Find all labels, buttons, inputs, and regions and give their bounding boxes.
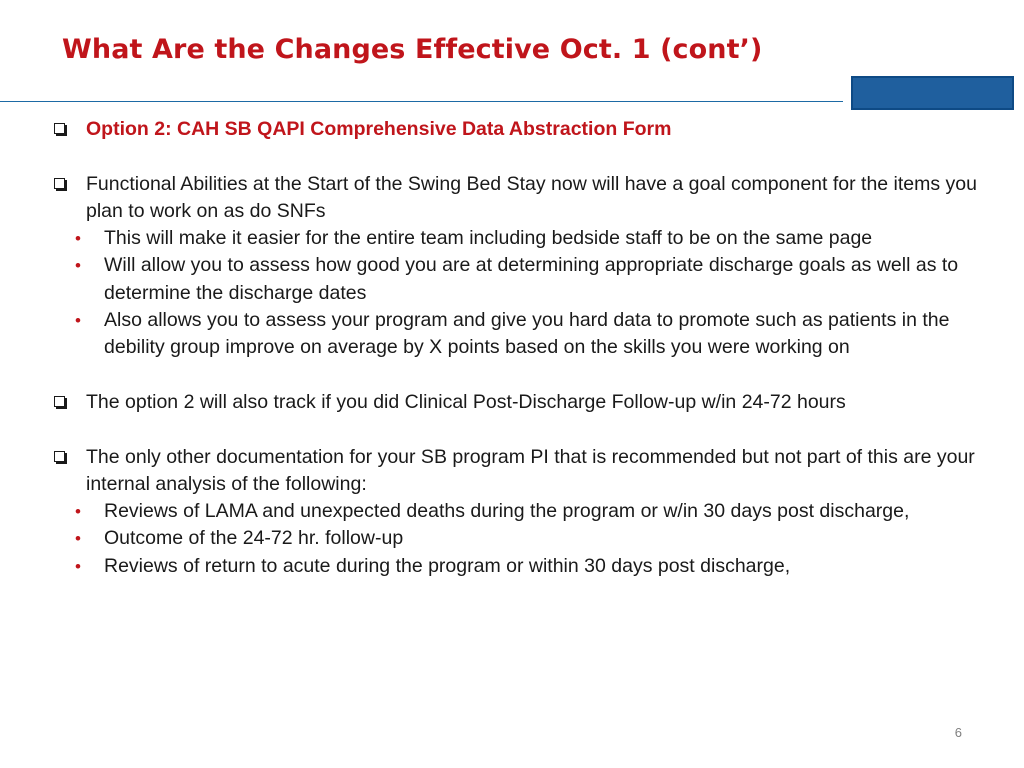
sub-item bbox=[54, 225, 989, 252]
bullet-dot-icon: • bbox=[75, 229, 81, 249]
sub-item bbox=[54, 252, 989, 307]
bullet-dot-icon: • bbox=[75, 311, 81, 331]
sub-item bbox=[54, 553, 989, 580]
checkbox-bullet-icon bbox=[54, 451, 65, 462]
sub-item-text: Will allow you to assess how good you are at determining appropriate discharge goals as well as to determine the discharge dates bbox=[104, 254, 959, 304]
list-item bbox=[54, 389, 989, 416]
item-text: The option 2 will also track if you did Clinical Post-Discharge Follow-up w/in 24-72 hours bbox=[86, 390, 846, 413]
header-accent-box bbox=[851, 76, 1014, 110]
checkbox-bullet-icon bbox=[54, 123, 65, 134]
bullet-dot-icon: • bbox=[75, 556, 81, 576]
bullet-dot-icon: • bbox=[75, 529, 81, 549]
sub-list bbox=[54, 225, 989, 361]
list-item bbox=[54, 116, 989, 143]
sub-item-text: Outcome of the 24-72 hr. follow-up bbox=[104, 527, 404, 550]
sub-item-text: Reviews of return to acute during the program or within 30 days post discharge, bbox=[104, 554, 791, 577]
sub-item bbox=[54, 525, 989, 552]
page-number: 6 bbox=[954, 725, 962, 740]
title-divider bbox=[0, 101, 843, 102]
slide-title: What Are the Changes Effective Oct. 1 (cont’) bbox=[62, 34, 763, 65]
sub-item-text: This will make it easier for the entire team including bedside staff to be on the same page bbox=[104, 227, 873, 250]
list-item bbox=[54, 444, 989, 499]
item-text: Functional Abilities at the Start of the Swing Bed Stay now will have a goal component for the items you plan to work on as do SNFs bbox=[86, 172, 977, 222]
sub-item-text: Reviews of LAMA and unexpected deaths during the program or w/in 30 days post discharge, bbox=[104, 500, 910, 523]
bullet-dot-icon: • bbox=[75, 502, 81, 522]
sub-item-text: Also allows you to assess your program and give you hard data to promote such as patients in the debility group improve on average by X points based on the skills you were working on bbox=[104, 309, 950, 359]
slide-content bbox=[54, 116, 989, 580]
checkbox-bullet-icon bbox=[54, 396, 65, 407]
bullet-dot-icon: • bbox=[75, 256, 81, 276]
sub-item bbox=[54, 498, 989, 525]
item-text: The only other documentation for your SB program PI that is recommended but not part of this are your internal analysis of the following: bbox=[86, 445, 975, 495]
item-text: Option 2: CAH SB QAPI Comprehensive Data Abstraction Form bbox=[86, 118, 672, 140]
list-item bbox=[54, 171, 989, 226]
sub-item bbox=[54, 307, 989, 362]
sub-list bbox=[54, 498, 989, 580]
checkbox-bullet-icon bbox=[54, 178, 65, 189]
